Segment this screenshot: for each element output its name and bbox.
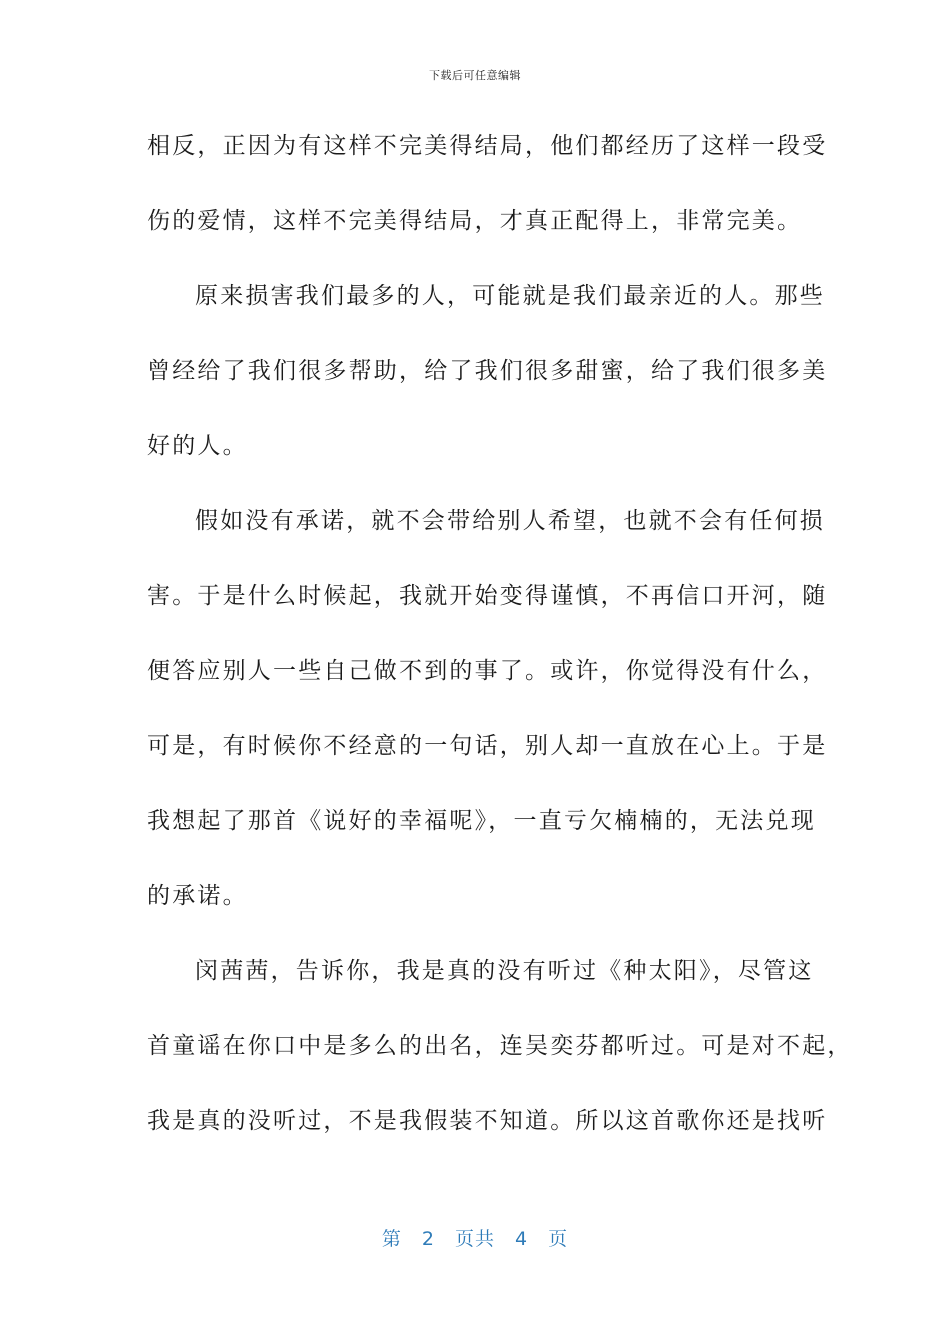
total-pages-number: 4 (515, 1228, 529, 1250)
text-line: 曾经给了我们很多帮助，给了我们很多甜蜜，给了我们很多美 (147, 358, 828, 384)
text-line: 假如没有承诺，就不会带给别人希望，也就不会有任何损 (195, 508, 825, 534)
text-line: 的承诺。 (147, 883, 248, 909)
text-line: 好的人。 (147, 433, 248, 459)
header-note: 下载后可任意编辑 (429, 69, 521, 82)
text-line: 伤的爱情，这样不完美得结局，才真正配得上，非常完美。 (147, 208, 803, 234)
body-text (147, 120, 853, 1170)
current-page-number: 2 (421, 1228, 435, 1250)
text-line: 闵茜茜，告诉你，我是真的没有听过《种太阳》，尽管这 (195, 958, 814, 984)
text-line: 我想起了那首《说好的幸福呢》，一直亏欠楠楠的，无法兑现 (147, 808, 816, 834)
footer-prefix: 第 (381, 1228, 402, 1250)
text-line: 首童谣在你口中是多么的出名，连吴奕芬都听过。可是对不起， (147, 1033, 853, 1059)
text-line: 害。于是什么时候起，我就开始变得谨慎，不再信口开河，随 (147, 583, 828, 609)
text-line: 可是，有时候你不经意的一句话，别人却一直放在心上。于是 (147, 733, 828, 759)
text-line: 相反，正因为有这样不完美得结局，他们都经历了这样一段受 (147, 133, 828, 159)
footer-suffix: 页 (548, 1228, 569, 1250)
text-line: 我是真的没听过，不是我假装不知道。所以这首歌你还是找听 (147, 1108, 828, 1134)
footer-middle: 页共 (454, 1228, 495, 1250)
page-footer (0, 1224, 950, 1251)
text-line: 便答应别人一些自己做不到的事了。或许，你觉得没有什么， (147, 658, 828, 684)
text-line: 原来损害我们最多的人，可能就是我们最亲近的人。那些 (195, 283, 825, 309)
